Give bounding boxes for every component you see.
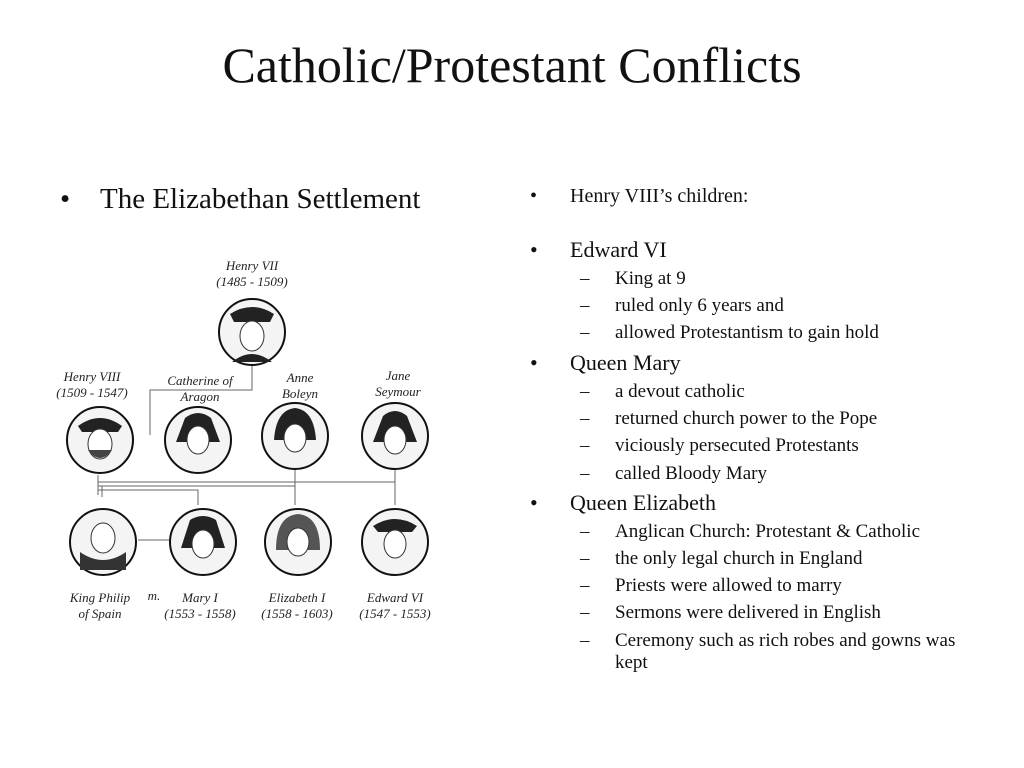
elizabeth-point: – Anglican Church: Protestant & Catholic [580,521,921,542]
portrait-edward [362,509,428,575]
mary-dates: (1553 - 1558) [164,606,236,621]
family-tree-diagram [40,250,520,640]
dash-icon: – [580,381,590,402]
dash-icon: – [580,548,590,569]
bullet-icon: • [530,350,538,375]
portrait-jane [362,403,428,469]
dash-icon: – [580,322,590,343]
left-bullet-item [60,181,421,217]
portrait-anne [262,403,328,469]
edward-point: – allowed Protestantism to gain hold [580,322,879,343]
dash-icon: – [580,521,590,542]
dash-icon: – [580,435,590,456]
henry-vii-dates: (1485 - 1509) [216,274,288,289]
mary-point: – a devout catholic [580,381,745,402]
jane-name-line1: Jane [385,368,411,383]
catherine-name-line2: Aragon [180,389,220,404]
elizabeth-point: – Sermons were delivered in English [580,602,881,623]
philip-name-line1: King Philip [69,590,131,605]
bullet-edward [530,236,667,264]
bullet-icon: • [60,183,71,215]
dash-icon: – [580,295,590,316]
portrait-catherine [165,407,231,473]
dash-icon: – [580,268,590,289]
mary-point: – viciously persecuted Protestants [580,435,859,456]
family-tree-connectors [98,365,395,540]
edward-point: – ruled only 6 years and [580,295,784,316]
slide-title: Catholic/Protestant Conflicts [222,37,802,93]
elizabeth-point: – Priests were allowed to marry [580,575,842,596]
elizabeth-point: – the only legal church in England [580,548,863,569]
children-heading: Henry VIII’s children: [570,185,749,207]
bullet-henry-children [530,182,748,210]
mary-name: Mary I [182,590,218,605]
bullet-icon: • [530,185,538,207]
mary-point: – called Bloody Mary [580,463,767,484]
henry-viii-dates: (1509 - 1547) [56,385,128,400]
henry-viii-name: Henry VIII [63,369,121,384]
edward-point: – King at 9 [580,268,686,289]
portrait-philip [70,509,136,575]
edward-name: Edward VI [366,590,424,605]
left-bullet-text: The Elizabethan Settlement [100,183,421,215]
elizabeth-dates: (1558 - 1603) [261,606,333,621]
dash-icon: – [580,575,590,596]
dash-icon: – [580,602,590,623]
mary-heading: Queen Mary [570,350,681,375]
portrait-henry-viii [67,407,133,473]
edward-heading: Edward VI [570,237,667,262]
bullet-mary [530,349,681,377]
dash-icon: – [580,463,590,484]
anne-name-line1: Anne [286,370,314,385]
dash-icon: – [580,408,590,429]
bullet-icon: • [530,490,538,515]
elizabeth-heading: Queen Elizabeth [570,490,716,515]
catherine-name-line1: Catherine of [167,373,233,388]
edward-dates: (1547 - 1553) [359,606,431,621]
elizabeth-point: – Ceremony such as rich robes and gowns was kept [580,630,956,673]
mary-point: – returned church power to the Pope [580,408,878,429]
elizabeth-name: Elizabeth I [268,590,326,605]
anne-name-line2: Boleyn [281,386,319,401]
bullet-elizabeth [530,489,716,517]
dash-icon: – [580,630,590,651]
portrait-elizabeth [265,509,331,575]
henry-vii-name: Henry VII [225,258,279,273]
philip-name-line2: of Spain [78,606,122,621]
marriage-mark: m. [147,588,161,603]
bullet-icon: • [530,237,538,262]
portrait-henry-vii [219,299,285,365]
portrait-mary [170,509,236,575]
jane-name-line2: Seymour [375,384,421,399]
